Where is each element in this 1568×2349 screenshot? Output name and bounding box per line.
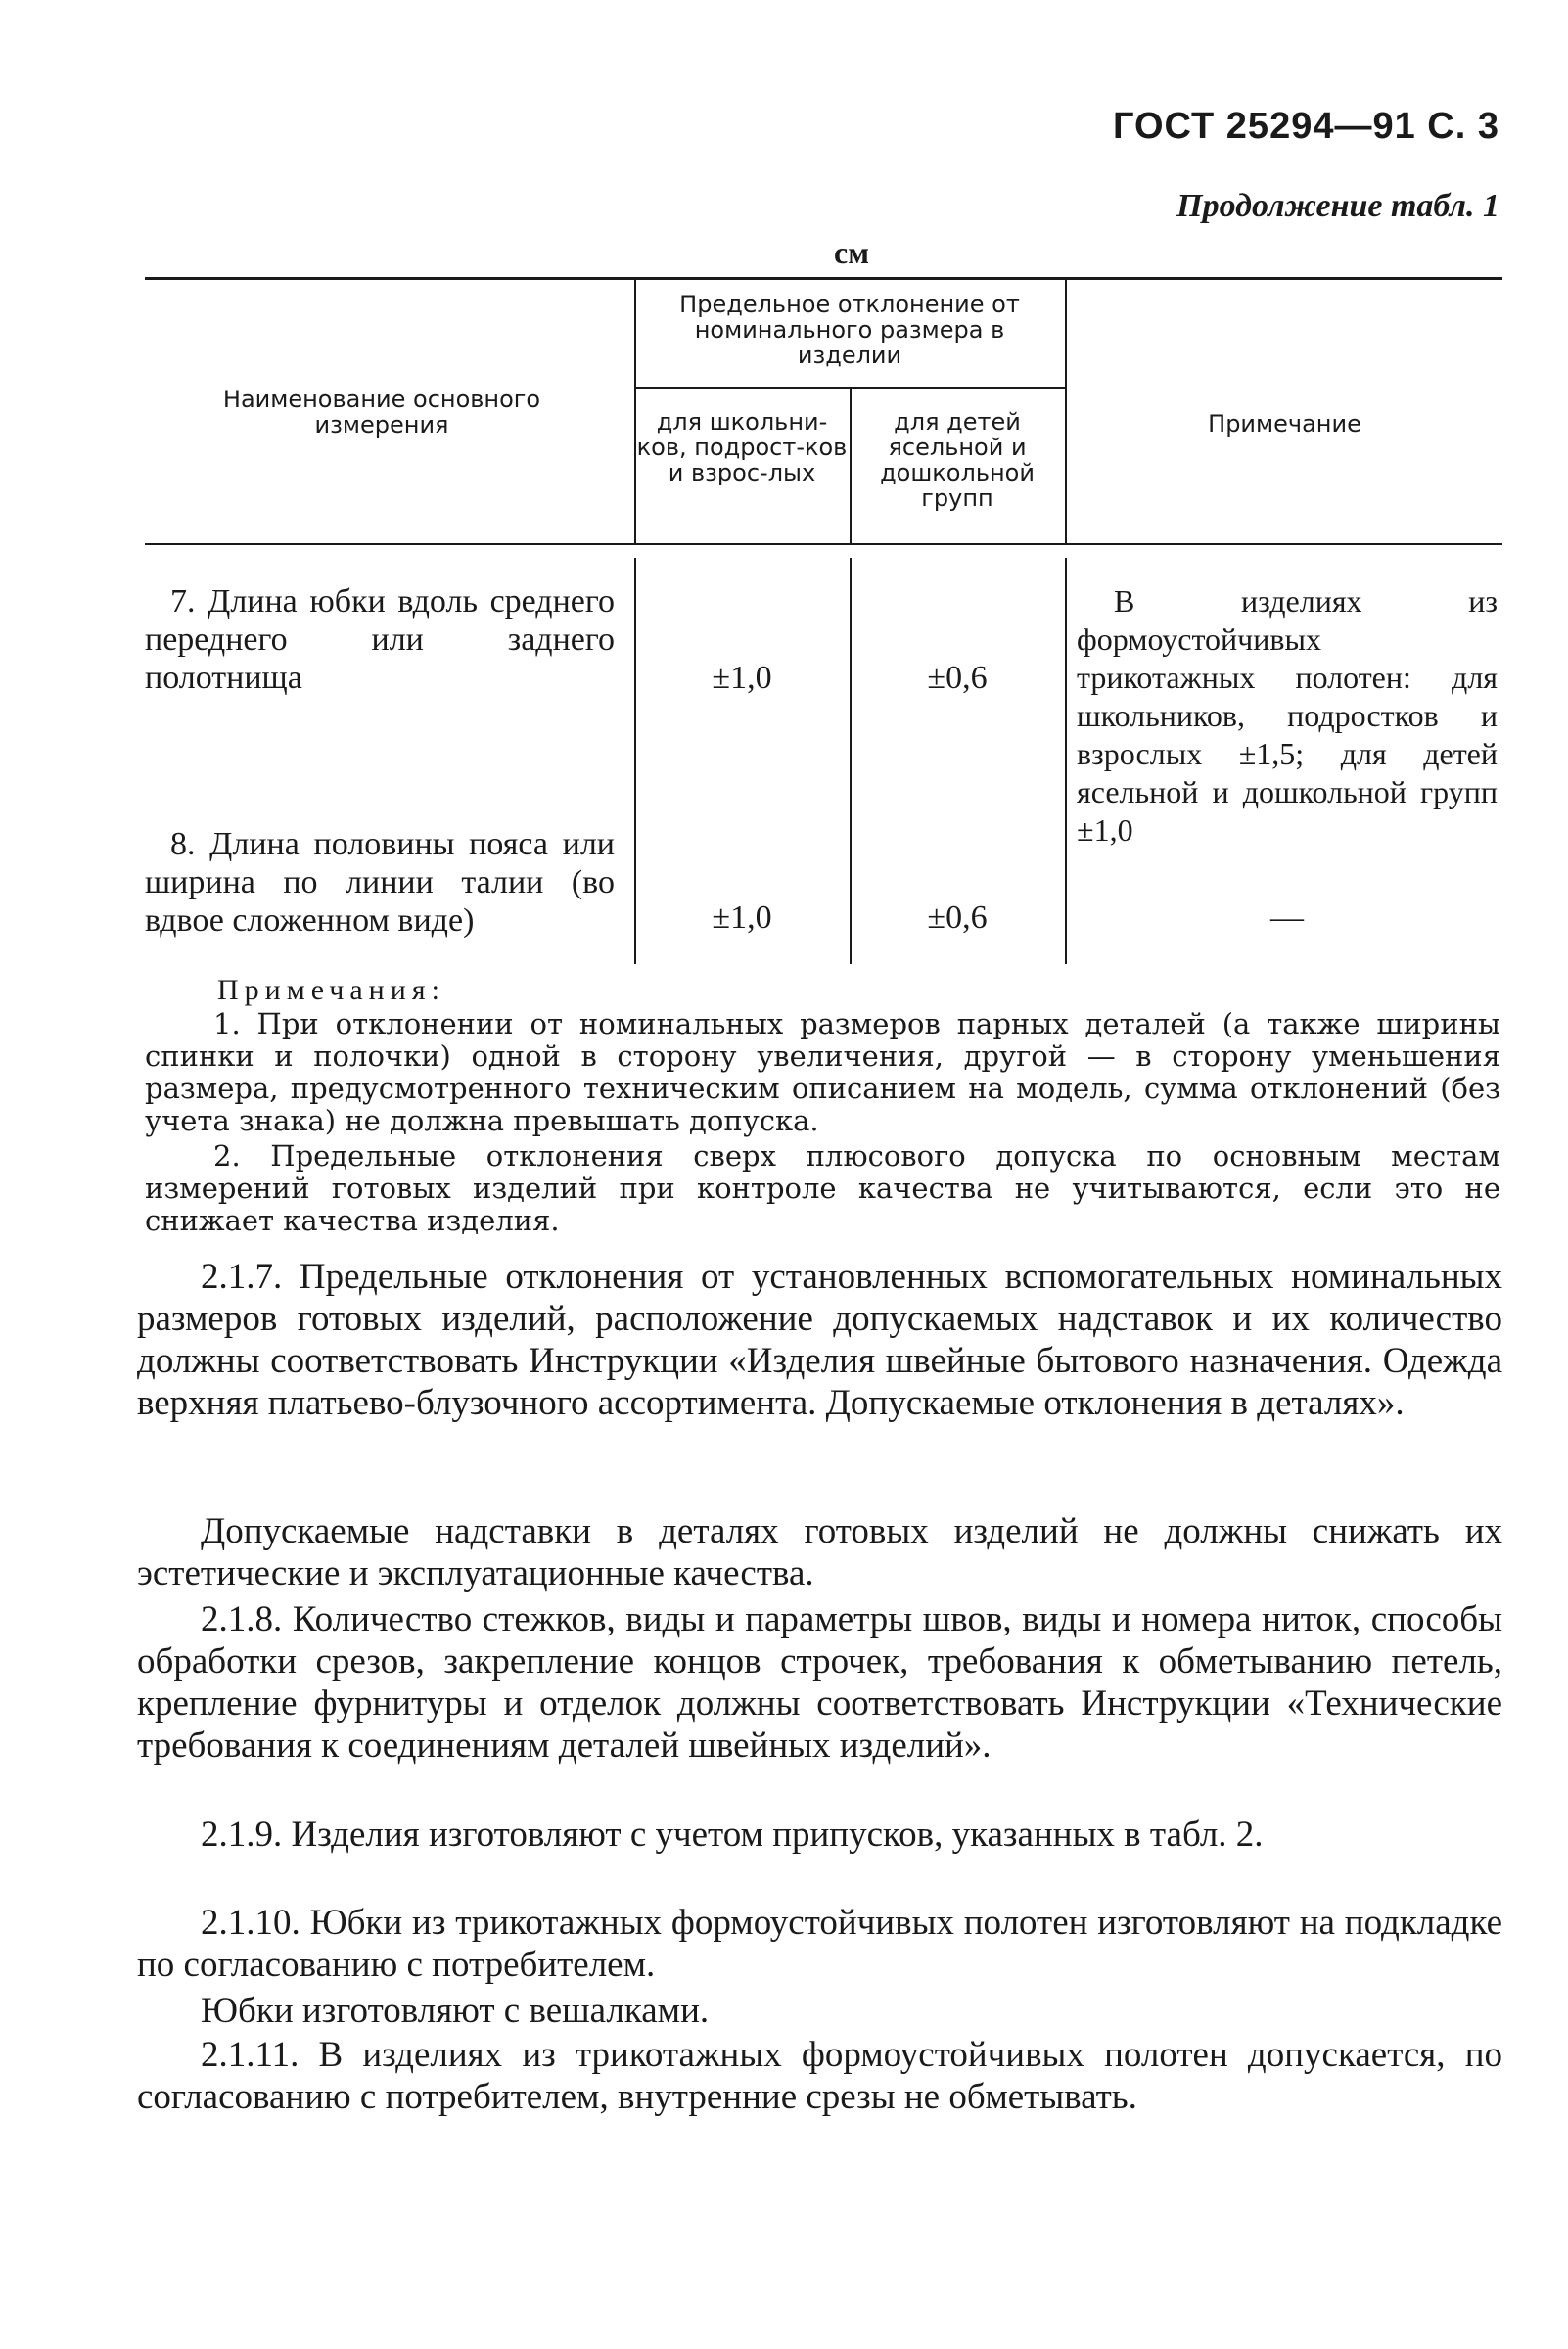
header-note: Примечание [1208,410,1361,438]
para-inserts: Допускаемые надставки в деталях готовых изделий не должны снижать их эстетические и эксплуатационные качества. [137,1511,1502,1593]
header-children: для детей ясельной и дошкольной групп [880,408,1035,512]
table-body-divider-3 [1065,558,1067,964]
table-top-rule [145,277,1502,280]
para-2-1-7: 2.1.7. Предельные отклонения от установленных вспомогательных номинальных размеров готовых изделий, расположение допускаемых надставок и их количество должны соответствовать Инструкции «Изделия швейные бытового назначения. Одежда верхняя платьево-блузочного ассортимента. Допускаемые отклонения в деталях». [137,1257,1502,1423]
header-deviation: Предельное отклонение от номинального размера в изделии [679,291,1020,369]
para-2-1-11: 2.1.11. В изделиях из трикотажных формоустойчивых полотен допускается, по согласованию с потребителем, внутренние срезы не обметывать. [137,2035,1502,2117]
row7-name: 7. Длина юбки вдоль среднего переднего или заднего полотнища [145,583,615,696]
para-hangers: Юбки изготовляют с вешалками. [201,1991,710,2031]
header-measurement-name: Наименование основного измерения [222,386,541,438]
row7-adults: ±1,0 [712,660,772,696]
row8-note: — [1270,899,1304,936]
row7-note: В изделиях из формоустойчивых трикотажных полотен: для школьников, подростков и взрослых ±1,5; для детей ясельной и дошкольной групп ±1,0 [1077,583,1498,848]
para-2-1-10: 2.1.10. Юбки из трикотажных формоустойчивых полотен изготовляют на подкладке по согласованию с потребителем. [137,1903,1502,1985]
page-header: ГОСТ 25294—91 С. 3 [1112,106,1499,147]
note-1: 1. При отклонении от номинальных размеров парных деталей (а также ширины спинки и полочки) одной в сторону увеличения, другой — в сторону уменьшения размера, предусмотренного техническим описанием на модель, сумма отклонений (без учета знака) не должна превышать допуска. [145,1007,1500,1137]
notes-title: Примечания: [217,974,445,1006]
header-adults: для школьни-ков, подрост-ков и взрос-лых [636,408,848,486]
table-continuation-label: Продолжение табл. 1 [1176,188,1499,224]
row8-children: ±0,6 [927,899,988,936]
para-2-1-9: 2.1.9. Изделия изготовляют с учетом припусков, указанных в табл. 2. [201,1815,1264,1855]
para-2-1-8: 2.1.8. Количество стежков, виды и параметры швов, виды и номера ниток, способы обработки срезов, закрепление концов строчек, требования к обметыванию петель, крепление фурнитуры и отделок должны соответствовать Инструкции «Технические требования к соединениям деталей швейных изделий». [137,1599,1502,1766]
row7-children: ±0,6 [927,660,988,696]
row8-adults: ±1,0 [712,899,772,936]
table-header-bottom-rule [145,543,1502,545]
table-unit: см [834,235,869,270]
note-2: 2. Предельные отклонения сверх плюсового допуска по основным местам измерений готовых изделий при контроле качества не учитываются, если это не снижает качества изделия. [145,1139,1500,1237]
row8-name: 8. Длина половины пояса или ширина по линии талии (во вдвое сложенном виде) [145,826,615,939]
